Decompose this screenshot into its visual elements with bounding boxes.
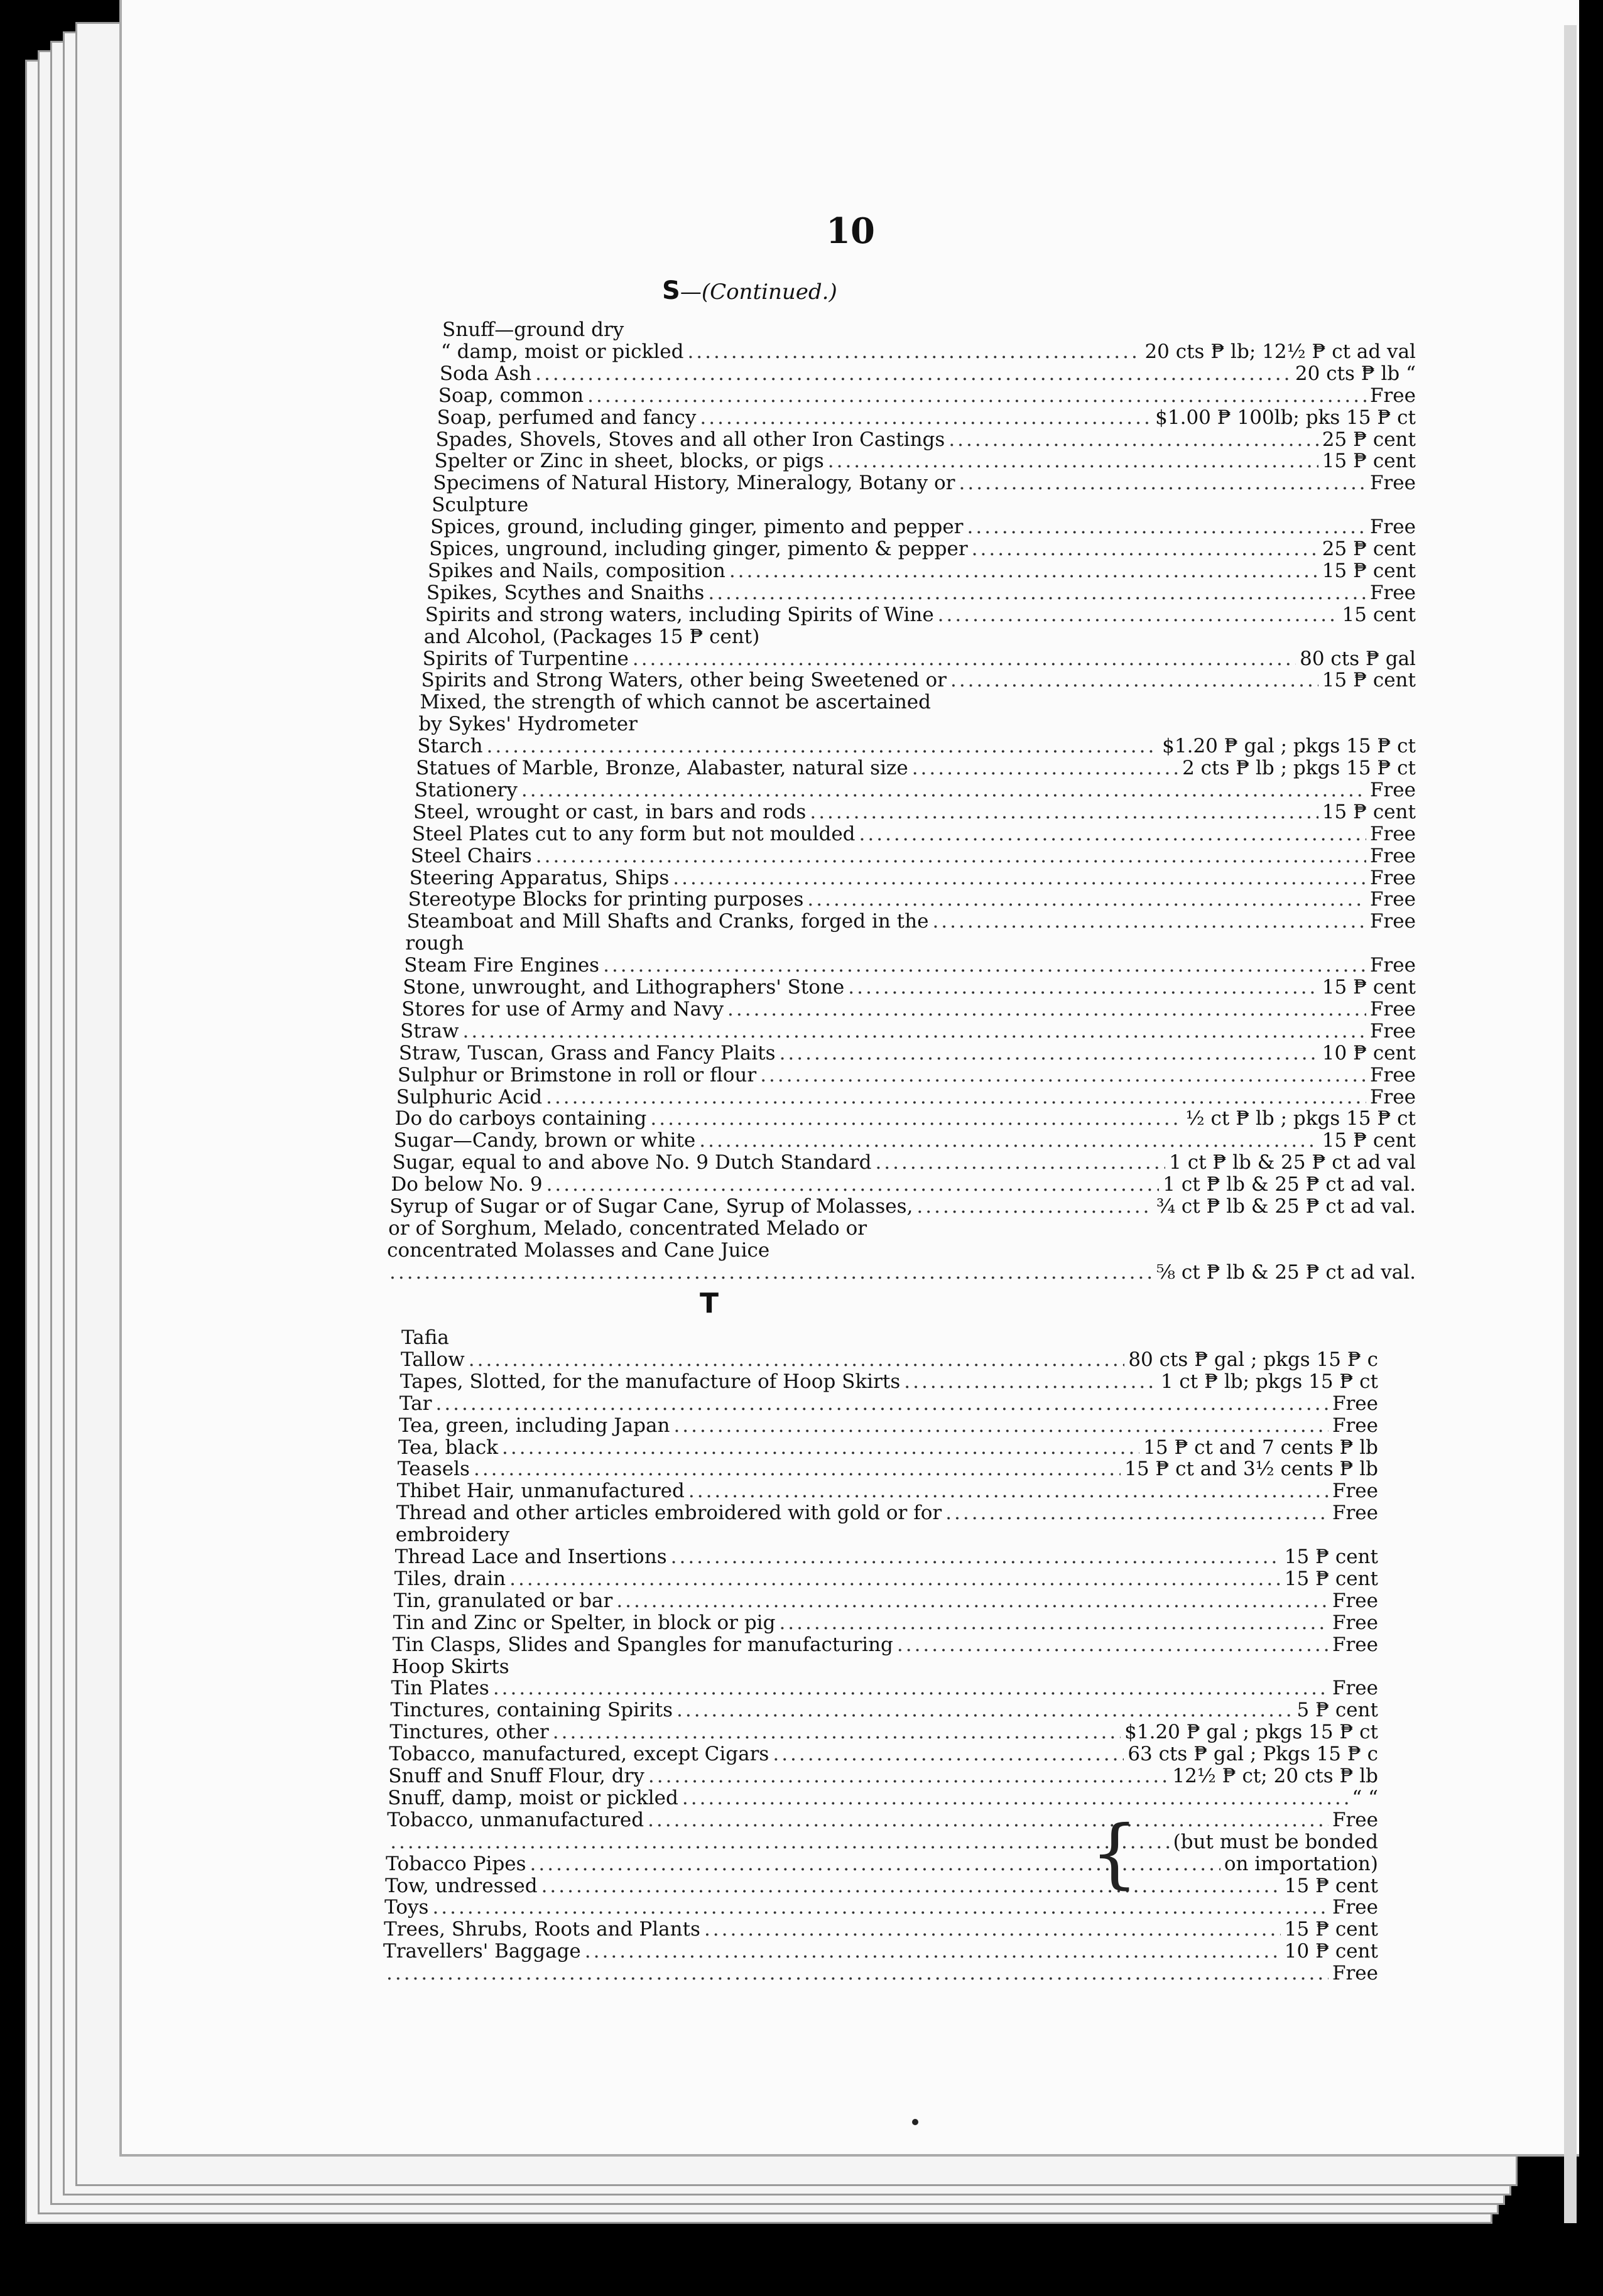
duty-rate: Free — [1369, 581, 1416, 604]
article-name: Mixed, the strength of which cannot be ascertained — [420, 691, 931, 714]
article-name: Spices, unground, including ginger, pimento & pepper — [429, 538, 968, 560]
tariff-entries — [122, 0, 1579, 2154]
duty-rate: 20 cts ₱ lb “ — [1295, 362, 1416, 385]
article-name: embroidery — [395, 1524, 510, 1547]
dot-leader — [389, 1260, 1153, 1285]
article-name: Tin and Zinc or Spelter, in block or pig — [393, 1611, 776, 1634]
duty-rate: 15 ₱ cent — [1322, 450, 1416, 473]
article-name: Teasels — [397, 1458, 470, 1481]
duty-rate: 15 ₱ cent — [1322, 800, 1416, 823]
article-name: Snuff and Snuff Flour, dry — [388, 1765, 644, 1787]
duty-rate: 63 cts ₱ gal ; Pkgs 15 ₱ c — [1128, 1743, 1378, 1766]
article-name: Steel Chairs — [410, 844, 532, 867]
section-heading-t: T — [700, 1287, 719, 1319]
duty-rate: $1.20 ₱ gal ; pkgs 15 ₱ ct — [1124, 1721, 1378, 1744]
article-name: Straw — [400, 1019, 459, 1042]
article-name: Tin, granulated or bar — [393, 1589, 613, 1612]
duty-rate: 10 ₱ cent — [1322, 1041, 1416, 1064]
article-name: Spades, Shovels, Stoves and all other Iron Castings — [435, 428, 945, 451]
tariff-row — [386, 1260, 1416, 1285]
article-name: Soap, common — [438, 384, 584, 407]
duty-rate: ⅝ ct ₱ lb & 25 ₱ ct ad val. — [1156, 1260, 1416, 1284]
article-name: Hoop Skirts — [391, 1655, 509, 1678]
duty-rate: 1 ct ₱ lb & 25 ₱ ct ad val — [1169, 1151, 1416, 1174]
article-name: Tar — [399, 1392, 432, 1415]
duty-rate: 15 ₱ cent — [1322, 1129, 1416, 1152]
bracket-glyph: { — [1090, 1810, 1139, 1897]
duty-rate: $1.20 ₱ gal ; pkgs 15 ₱ ct — [1162, 735, 1416, 758]
article-name: Steel Plates cut to any form but not moulded — [411, 822, 856, 845]
duty-rate: 15 cent — [1342, 603, 1416, 626]
article-name: “ damp, moist or pickled — [440, 340, 684, 363]
duty-rate: 15 ₱ ct and 7 cents ₱ lb — [1143, 1436, 1378, 1459]
duty-rate: Free — [1332, 1480, 1378, 1503]
article-name: Snuff, damp, moist or pickled — [388, 1786, 678, 1809]
article-name: Tinctures, containing Spirits — [390, 1699, 673, 1722]
duty-rate: 80 cts ₱ gal ; pkgs 15 ₱ c — [1128, 1348, 1378, 1371]
duty-rate: Free — [1369, 1085, 1416, 1108]
article-name: Tea, black — [398, 1436, 499, 1459]
article-name: Tin Plates — [391, 1677, 489, 1700]
article-name: Steering Apparatus, Ships — [409, 866, 670, 889]
article-name: Tobacco, manufactured, except Cigars — [389, 1743, 769, 1766]
article-name: Trees, Shrubs, Roots and Plants — [384, 1918, 700, 1941]
article-name: Thread Lace and Insertions — [394, 1546, 667, 1568]
duty-rate: Free — [1332, 1502, 1378, 1525]
article-name: Spices, ground, including ginger, pimento and pepper — [430, 516, 964, 539]
duty-rate: 20 cts ₱ lb; 12½ ₱ ct ad val — [1144, 340, 1416, 363]
article-name: by Sykes' Hydrometer — [418, 713, 638, 736]
duty-rate: 12½ ₱ ct; 20 cts ₱ lb — [1172, 1765, 1378, 1787]
duty-rate: Free — [1332, 1611, 1378, 1634]
article-name: Thread and other articles embroidered with gold or for — [396, 1502, 942, 1525]
article-name: Straw, Tuscan, Grass and Fancy Plaits — [398, 1041, 776, 1064]
duty-rate: Free — [1369, 472, 1416, 495]
duty-rate: Free — [1332, 1677, 1378, 1700]
article-name: Stone, unwrought, and Lithographers' Stone — [403, 976, 845, 999]
article-name: Do below No. 9 — [391, 1173, 543, 1196]
article-name: Tallow — [400, 1348, 465, 1371]
article-name: Tin Clasps, Slides and Spangles for manufacturing — [392, 1633, 893, 1656]
article-name: Sugar, equal to and above No. 9 Dutch Standard — [392, 1151, 872, 1174]
article-name: Tobacco, unmanufactured — [387, 1808, 644, 1831]
duty-rate: (but must be bonded — [1173, 1830, 1378, 1853]
article-name: Spirits and Strong Waters, other being Sweetened or — [421, 669, 947, 692]
ink-spot — [912, 2119, 918, 2125]
article-name: Steel, wrought or cast, in bars and rods — [413, 800, 807, 823]
article-name: Soap, perfumed and fancy — [437, 406, 697, 429]
duty-rate: 10 ₱ cent — [1284, 1940, 1378, 1963]
article-name: Tow, undressed — [385, 1874, 538, 1897]
duty-rate: Free — [1332, 1414, 1378, 1437]
section-continued: (Continued.) — [701, 279, 837, 305]
article-name: Soda Ash — [439, 362, 532, 385]
article-name: Sculpture — [432, 494, 529, 517]
article-name: Steamboat and Mill Shafts and Cranks, forged in the — [406, 910, 929, 933]
duty-rate: $1.00 ₱ 100lb; pks 15 ₱ ct — [1155, 406, 1416, 429]
duty-rate: Free — [1332, 1896, 1378, 1919]
duty-rate: Free — [1369, 888, 1416, 911]
duty-rate: ¾ ct ₱ lb & 25 ₱ ct ad val. — [1156, 1195, 1416, 1218]
article-name: or of Sorghum, Melado, concentrated Melado or — [388, 1216, 867, 1240]
duty-rate: on importation) — [1224, 1852, 1378, 1875]
duty-rate: Free — [1369, 844, 1416, 867]
article-name: Tinctures, other — [389, 1721, 549, 1744]
section-letter: S — [662, 276, 680, 305]
article-name: concentrated Molasses and Cane Juice — [387, 1238, 770, 1262]
section-heading-s: S—(Continued.) — [662, 276, 837, 305]
duty-rate: 15 ₱ ct and 3½ cents ₱ lb — [1124, 1458, 1378, 1481]
duty-rate: Free — [1332, 1962, 1378, 1985]
duty-rate: Free — [1369, 1019, 1416, 1042]
article-name: Sulphuric Acid — [396, 1085, 543, 1108]
duty-rate: 1 ct ₱ lb & 25 ₱ ct ad val. — [1163, 1173, 1416, 1196]
duty-rate: Free — [1369, 516, 1416, 539]
duty-rate: Free — [1369, 866, 1416, 889]
duty-rate: Free — [1369, 384, 1416, 407]
tariff-row — [383, 1961, 1378, 1986]
article-name: Stereotype Blocks for printing purposes — [408, 888, 804, 911]
dot-leader — [386, 1961, 1329, 1986]
duty-rate: 15 ₱ cent — [1322, 976, 1416, 999]
article-name: Toys — [384, 1896, 429, 1919]
article-name: Travellers' Baggage — [383, 1940, 581, 1963]
duty-rate: 15 ₱ cent — [1284, 1918, 1378, 1941]
article-name: Spirits of Turpentine — [422, 647, 629, 670]
article-name: Snuff—ground dry — [442, 318, 624, 341]
article-name: Spirits and strong waters, including Spirits of Wine — [425, 603, 934, 626]
article-name: Steam Fire Engines — [404, 954, 600, 977]
article-name: Sulphur or Brimstone in roll or flour — [397, 1063, 757, 1086]
article-name: Thibet Hair, unmanufactured — [396, 1480, 685, 1503]
duty-rate: 25 ₱ cent — [1322, 428, 1416, 451]
duty-rate: 15 ₱ cent — [1322, 669, 1416, 692]
article-name: and Alcohol, (Packages 15 ₱ cent) — [423, 625, 760, 648]
article-name: Spelter or Zinc in sheet, blocks, or pigs — [434, 450, 824, 473]
duty-rate: Free — [1332, 1808, 1378, 1831]
duty-rate: 1 ct ₱ lb; pkgs 15 ₱ ct — [1160, 1370, 1378, 1393]
duty-rate: Free — [1369, 997, 1416, 1021]
duty-rate: “ “ — [1352, 1786, 1378, 1809]
article-name: Stores for use of Army and Navy — [401, 997, 724, 1021]
duty-rate: Free — [1332, 1589, 1378, 1612]
document-page — [119, 0, 1579, 2157]
duty-rate: 15 ₱ cent — [1284, 1567, 1378, 1590]
duty-rate: 15 ₱ cent — [1284, 1874, 1378, 1897]
duty-rate: Free — [1369, 910, 1416, 933]
article-name: Tobacco Pipes — [386, 1852, 526, 1875]
article-name: rough — [405, 932, 464, 955]
article-name: Spikes and Nails, composition — [427, 559, 725, 582]
duty-rate: 80 cts ₱ gal — [1300, 647, 1416, 670]
article-name: Tiles, drain — [394, 1567, 506, 1590]
article-name: Spikes, Scythes and Snaiths — [426, 581, 705, 604]
article-name: Tafia — [401, 1326, 449, 1349]
duty-rate: Free — [1369, 954, 1416, 977]
article-name: Tapes, Slotted, for the manufacture of Hoop Skirts — [399, 1370, 901, 1393]
binding-edge — [1564, 25, 1577, 2223]
article-name: Stationery — [415, 778, 518, 801]
duty-rate: Free — [1369, 778, 1416, 801]
duty-rate: 2 cts ₱ lb ; pkgs 15 ₱ ct — [1182, 757, 1416, 779]
article-name: Specimens of Natural History, Mineralogy, Botany or — [433, 472, 955, 495]
duty-rate: 25 ₱ cent — [1322, 538, 1416, 560]
article-name: Starch — [417, 735, 483, 758]
page-number: 10 — [826, 210, 875, 252]
article-name: Statues of Marble, Bronze, Alabaster, natural size — [416, 757, 908, 779]
article-name: Syrup of Sugar or of Sugar Cane, Syrup of Molasses, — [389, 1195, 913, 1218]
duty-rate: 15 ₱ cent — [1284, 1546, 1378, 1568]
article-name: Do do carboys containing — [394, 1107, 647, 1130]
duty-rate: Free — [1369, 822, 1416, 845]
duty-rate: ½ ct ₱ lb ; pkgs 15 ₱ ct — [1185, 1107, 1416, 1130]
duty-rate: Free — [1369, 1063, 1416, 1086]
duty-rate: Free — [1332, 1392, 1378, 1415]
duty-rate: Free — [1332, 1633, 1378, 1656]
duty-rate: 5 ₱ cent — [1296, 1699, 1378, 1722]
duty-rate: 15 ₱ cent — [1322, 559, 1416, 582]
article-name: Tea, green, including Japan — [398, 1414, 670, 1437]
article-name: Sugar—Candy, brown or white — [393, 1129, 696, 1152]
